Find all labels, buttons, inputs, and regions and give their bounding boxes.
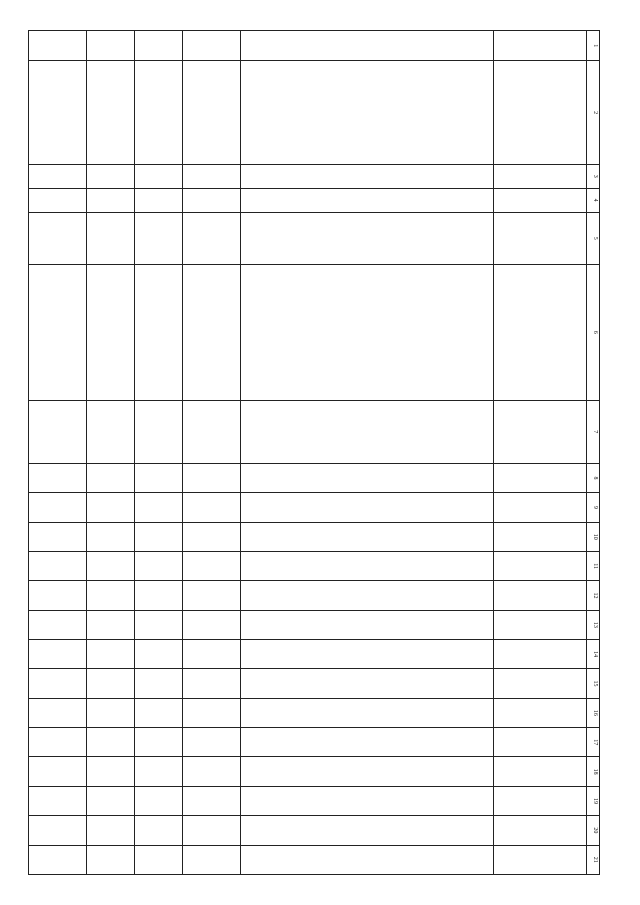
table-cell <box>87 816 135 845</box>
table-cell <box>183 640 241 669</box>
column-number: 8 <box>587 463 600 492</box>
table-cell <box>87 212 135 264</box>
table-cell <box>183 845 241 874</box>
table-cell <box>29 188 87 212</box>
table-cell <box>29 728 87 757</box>
table-cell <box>494 610 587 639</box>
column-number: 21 <box>587 845 600 874</box>
table-cell <box>29 463 87 492</box>
table-cell <box>241 61 494 164</box>
table-cell <box>29 845 87 874</box>
table-cell <box>494 264 587 400</box>
table-cell <box>29 212 87 264</box>
table-cell <box>135 845 183 874</box>
table-cell <box>241 786 494 815</box>
table-cell <box>87 845 135 874</box>
table-cell <box>494 669 587 698</box>
table-cell <box>29 31 87 61</box>
table-cell <box>241 493 494 522</box>
table-row <box>29 31 87 875</box>
table-cell <box>135 463 183 492</box>
column-number: 10 <box>587 522 600 551</box>
table-cell <box>494 698 587 727</box>
table-cell <box>241 845 494 874</box>
table-cell <box>183 400 241 463</box>
column-number: 17 <box>587 728 600 757</box>
column-number: 6 <box>587 264 600 400</box>
table-cell <box>135 551 183 580</box>
column-number: 19 <box>587 786 600 815</box>
table-cell <box>87 31 135 61</box>
column-number: 5 <box>587 212 600 264</box>
column-number: 4 <box>587 188 600 212</box>
table-cell <box>29 669 87 698</box>
table-cell <box>241 728 494 757</box>
table-cell <box>241 212 494 264</box>
table-cell <box>241 551 494 580</box>
table-cell <box>494 212 587 264</box>
table-cell <box>135 728 183 757</box>
table-cell <box>135 400 183 463</box>
table-cell <box>135 264 183 400</box>
table-cell <box>241 522 494 551</box>
column-number: 16 <box>587 698 600 727</box>
table-cell <box>183 31 241 61</box>
table-cell <box>135 31 183 61</box>
table-cell <box>29 551 87 580</box>
table-cell <box>29 522 87 551</box>
column-number: 14 <box>587 640 600 669</box>
table-row <box>183 31 241 875</box>
table-cell <box>87 188 135 212</box>
table-cell <box>87 640 135 669</box>
table-cell <box>183 669 241 698</box>
table-cell <box>29 264 87 400</box>
table-cell <box>87 669 135 698</box>
table-cell <box>183 786 241 815</box>
table-cell <box>241 581 494 610</box>
table-cell <box>135 164 183 188</box>
column-number: 15 <box>587 669 600 698</box>
table-cell <box>29 640 87 669</box>
column-number: 1 <box>587 31 600 61</box>
column-number: 18 <box>587 757 600 786</box>
table-cell <box>87 581 135 610</box>
table-cell <box>183 188 241 212</box>
table-cell <box>29 400 87 463</box>
column-number: 20 <box>587 816 600 845</box>
table-cell <box>135 786 183 815</box>
table-cell <box>135 522 183 551</box>
table-cell <box>494 400 587 463</box>
table-cell <box>494 31 587 61</box>
table-cell <box>183 581 241 610</box>
column-number: 12 <box>587 581 600 610</box>
table-cell <box>183 164 241 188</box>
table-cell <box>241 816 494 845</box>
table-cell <box>494 61 587 164</box>
table-cell <box>135 757 183 786</box>
table-cell <box>135 640 183 669</box>
table-cell <box>29 757 87 786</box>
table-cell <box>135 610 183 639</box>
data-table <box>28 30 600 875</box>
table-cell <box>241 757 494 786</box>
table-cell <box>29 493 87 522</box>
table-cell <box>29 698 87 727</box>
table-cell <box>183 522 241 551</box>
table-cell <box>29 61 87 164</box>
table-cell <box>135 212 183 264</box>
table-cell <box>494 164 587 188</box>
column-number: 2 <box>587 61 600 164</box>
table-cell <box>135 61 183 164</box>
table-cell <box>87 757 135 786</box>
table-cell <box>87 264 135 400</box>
table-cell <box>494 581 587 610</box>
table-cell <box>87 61 135 164</box>
table-cell <box>183 757 241 786</box>
table-cell <box>494 493 587 522</box>
table-cell <box>87 728 135 757</box>
table-cell <box>494 463 587 492</box>
table-cell <box>241 669 494 698</box>
table-cell <box>241 188 494 212</box>
column-number: 9 <box>587 493 600 522</box>
table-cell <box>183 61 241 164</box>
table-cell <box>494 786 587 815</box>
table-cell <box>29 164 87 188</box>
table-cell <box>87 522 135 551</box>
table-cell <box>87 493 135 522</box>
table-row <box>87 31 135 875</box>
table-cell <box>494 757 587 786</box>
table-cell <box>135 816 183 845</box>
table-cell <box>494 816 587 845</box>
table-cell <box>183 728 241 757</box>
table-cell <box>87 164 135 188</box>
table-cell <box>87 463 135 492</box>
table-cell <box>87 786 135 815</box>
table-cell <box>183 698 241 727</box>
table-cell <box>87 551 135 580</box>
table-cell <box>135 493 183 522</box>
table-cell <box>183 551 241 580</box>
table-cell <box>241 400 494 463</box>
table-cell <box>183 264 241 400</box>
table-cell <box>87 400 135 463</box>
table-cell <box>183 610 241 639</box>
table-cell <box>241 640 494 669</box>
table-cell <box>494 188 587 212</box>
table-row <box>135 31 183 875</box>
table-cell <box>87 610 135 639</box>
table-cell <box>241 264 494 400</box>
table-row <box>241 31 494 875</box>
table-cell <box>29 816 87 845</box>
column-number: 13 <box>587 610 600 639</box>
table-cell <box>29 581 87 610</box>
table-cell <box>494 728 587 757</box>
table-cell <box>183 212 241 264</box>
table-cell <box>183 816 241 845</box>
table-cell <box>494 551 587 580</box>
table-cell <box>183 493 241 522</box>
table-cell <box>241 698 494 727</box>
column-number: 7 <box>587 400 600 463</box>
table-cell <box>135 188 183 212</box>
table-cell <box>241 31 494 61</box>
table-cell <box>241 610 494 639</box>
table-cell <box>183 463 241 492</box>
table-cell <box>241 164 494 188</box>
table-cell <box>135 669 183 698</box>
table-cell <box>135 698 183 727</box>
table-cell <box>87 698 135 727</box>
column-number: 3 <box>587 164 600 188</box>
table-cell <box>135 581 183 610</box>
table-cell <box>29 786 87 815</box>
table-cell <box>29 610 87 639</box>
table-cell <box>241 463 494 492</box>
table-cell <box>494 640 587 669</box>
table-cell <box>494 522 587 551</box>
table-row <box>494 31 587 875</box>
table-cell <box>494 845 587 874</box>
column-number-row <box>587 31 600 875</box>
column-number: 11 <box>587 551 600 580</box>
